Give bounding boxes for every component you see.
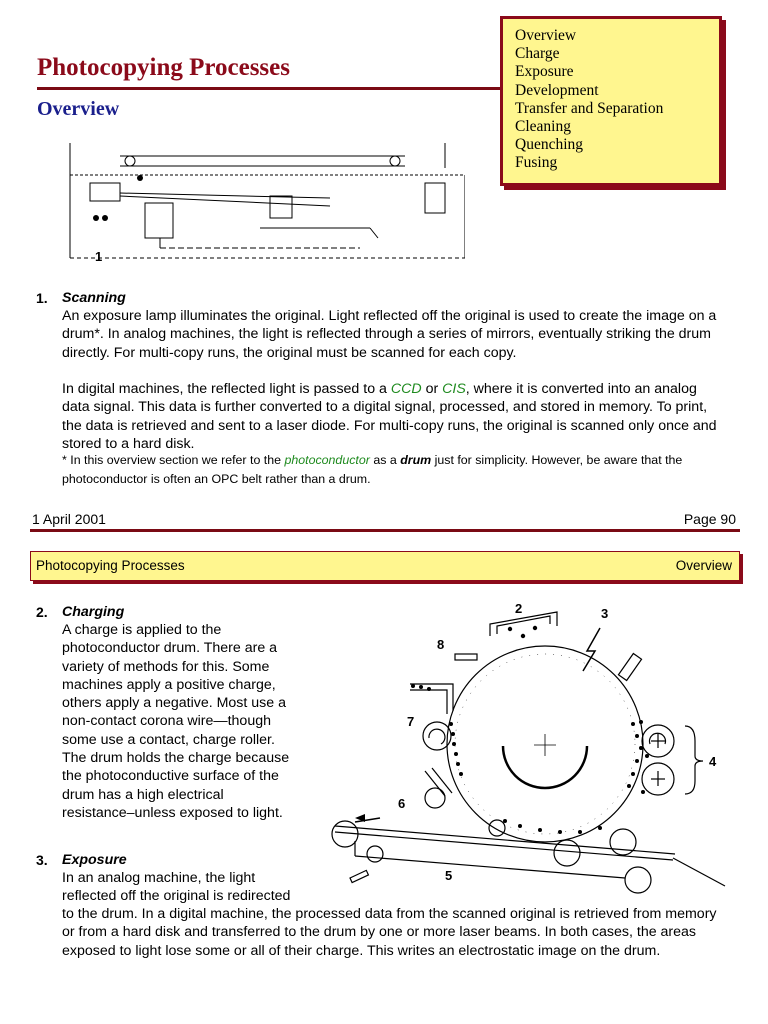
section1-number: 1.: [36, 290, 48, 306]
page-subtitle: Overview: [37, 98, 120, 120]
section2-number: 2.: [36, 604, 48, 620]
drum-label-4: 4: [709, 754, 717, 769]
drum-label-7: 7: [407, 714, 415, 729]
toc-item-charge[interactable]: Charge: [515, 45, 560, 63]
toc-item-development[interactable]: Development: [515, 81, 599, 99]
section1-para1: An exposure lamp illuminates the original. Light reflected off the original is used to create the image on a drum*. In analog machines, the light is reflected through a series of mirrors, eventually striking the drum directly. For multi-copy runs, the original must be scanned for each copy.: [62, 308, 717, 361]
drum-term: drum: [400, 453, 432, 467]
drum-label-6: 6: [398, 796, 406, 811]
scanner-label: 1: [95, 249, 103, 264]
section3-number: 3.: [36, 852, 48, 868]
footer-page: Page 90: [683, 511, 736, 527]
toc-item-overview[interactable]: Overview: [515, 27, 577, 44]
toc-box: [500, 16, 722, 186]
section3-narrow: In an analog machine, the light reflected off the original is redirected: [62, 870, 291, 905]
header-left: Photocopying Processes: [36, 558, 185, 573]
toc-item-cleaning[interactable]: Cleaning: [515, 118, 571, 136]
ccd-term: CCD: [390, 381, 422, 397]
toc-item-exposure[interactable]: Exposure: [515, 63, 574, 81]
section3-para: to the drum. In a digital machine, the processed data from the scanned original is retrieved from memory or from a hard disk and transferred to the drum by one or more laser beams. In both cases, the areas exposed to light lose some or all of their charge. This writes an electrostatic image on the drum.: [62, 906, 717, 959]
scanner-diagram: [60, 138, 465, 268]
toc-item-quenching[interactable]: Quenching: [515, 136, 584, 154]
title-underline: [37, 87, 507, 90]
drum-label-3: 3: [601, 606, 609, 621]
photoconductor-term: photoconductor: [284, 453, 370, 467]
footer-date: 1 April 2001: [32, 511, 106, 527]
header-right: Overview: [675, 558, 732, 573]
footer-rule: [30, 529, 740, 532]
section3-heading: Exposure: [62, 852, 127, 868]
section1-note: * In this overview section we refer to the photoconductor as a drum just for simplicity. However, be aware that the photoconductor is often an OPC belt rather than a drum.: [62, 453, 683, 486]
section1-heading: Scanning: [62, 290, 126, 306]
toc-item-fusing[interactable]: Fusing: [515, 154, 558, 172]
section2-text: A charge is applied to the photoconductor drum. There are a variety of methods for this. Some machines apply a positive charge, others apply a negative. Most use a non-contact corona wire—though some use a contact, charge roller. The drum holds the charge because the photoconductive surface of the drum has a high electrical resistance–unless exposed to light.: [62, 622, 290, 821]
drum-label-5: 5: [445, 868, 453, 883]
section2-heading: Charging: [62, 604, 125, 620]
drum-label-2: 2: [515, 601, 523, 616]
section1-para2: In digital machines, the reflected light is passed to a CCD or CIS, where it is converted into an analog data signal. This data is further converted to a digital signal, processed, and stored in memory. To print, the data is retrieved and sent to a laser diode. For multi-copy runs, the original is scanned only once and stored to a hard disk.: [62, 381, 717, 452]
drum-label-8: 8: [437, 637, 445, 652]
toc-item-transfer[interactable]: Transfer and Separation: [515, 99, 664, 117]
page-title: Photocopying Processes: [37, 54, 290, 81]
drum-process-diagram: [325, 596, 730, 901]
cis-term: CIS: [442, 381, 466, 397]
